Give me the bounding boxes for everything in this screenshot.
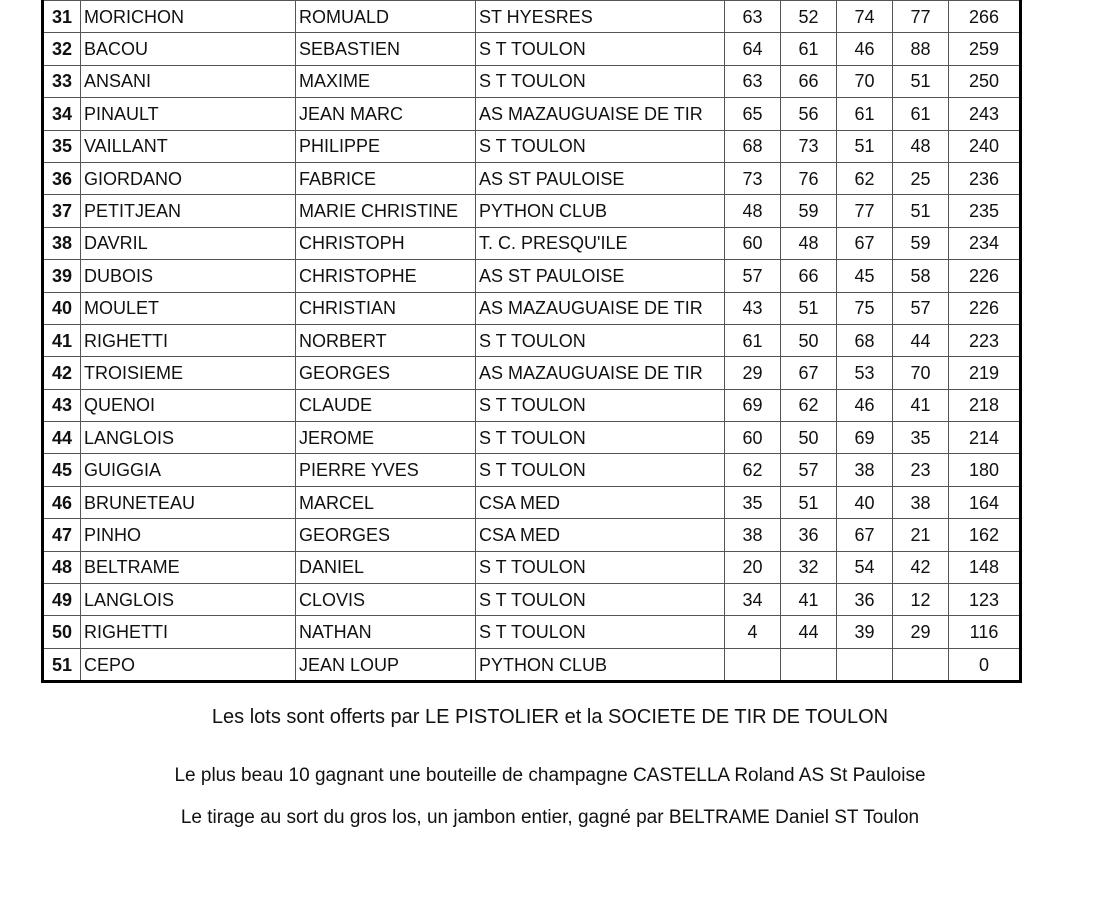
last-name-cell: RIGHETTI (81, 324, 296, 356)
rank-cell: 36 (43, 162, 81, 194)
first-name-cell: GEORGES (296, 519, 476, 551)
table-row (43, 389, 1021, 421)
total-cell: 148 (949, 551, 1021, 583)
rank-cell: 41 (43, 324, 81, 356)
score-3-cell: 67 (837, 227, 893, 259)
score-2-cell: 52 (781, 1, 837, 33)
score-3-cell: 45 (837, 260, 893, 292)
score-2-cell: 67 (781, 357, 837, 389)
total-cell: 266 (949, 1, 1021, 33)
table-row (43, 551, 1021, 583)
table-row (43, 584, 1021, 616)
club-cell: S T TOULON (476, 422, 725, 454)
first-name-cell: NORBERT (296, 324, 476, 356)
first-name-cell: MARIE CHRISTINE (296, 195, 476, 227)
last-name-cell: CEPO (81, 648, 296, 681)
rank-cell: 33 (43, 65, 81, 97)
table-row (43, 357, 1021, 389)
first-name-cell: CLOVIS (296, 584, 476, 616)
last-name-cell: PINHO (81, 519, 296, 551)
score-1-cell: 20 (725, 551, 781, 583)
club-cell: S T TOULON (476, 324, 725, 356)
score-4-cell: 23 (893, 454, 949, 486)
score-1-cell (725, 648, 781, 681)
first-name-cell: MARCEL (296, 486, 476, 518)
score-2-cell (781, 648, 837, 681)
total-cell: 250 (949, 65, 1021, 97)
score-2-cell: 51 (781, 486, 837, 518)
table-row (43, 648, 1021, 681)
total-cell: 223 (949, 324, 1021, 356)
score-4-cell: 12 (893, 584, 949, 616)
table-row (43, 486, 1021, 518)
score-1-cell: 38 (725, 519, 781, 551)
table-row (43, 1, 1021, 33)
score-3-cell: 40 (837, 486, 893, 518)
rank-cell: 38 (43, 227, 81, 259)
score-4-cell: 29 (893, 616, 949, 648)
score-3-cell: 61 (837, 98, 893, 130)
club-cell: AS ST PAULOISE (476, 260, 725, 292)
rank-cell: 45 (43, 454, 81, 486)
score-4-cell: 57 (893, 292, 949, 324)
rank-cell: 31 (43, 1, 81, 33)
rank-cell: 42 (43, 357, 81, 389)
score-2-cell: 48 (781, 227, 837, 259)
rank-cell: 44 (43, 422, 81, 454)
club-cell: S T TOULON (476, 454, 725, 486)
last-name-cell: DUBOIS (81, 260, 296, 292)
first-name-cell: JEROME (296, 422, 476, 454)
rank-cell: 34 (43, 98, 81, 130)
score-3-cell: 46 (837, 389, 893, 421)
score-3-cell: 69 (837, 422, 893, 454)
rank-cell: 46 (43, 486, 81, 518)
score-2-cell: 32 (781, 551, 837, 583)
total-cell: 226 (949, 292, 1021, 324)
rank-cell: 49 (43, 584, 81, 616)
table-row (43, 292, 1021, 324)
table-row (43, 162, 1021, 194)
score-4-cell: 44 (893, 324, 949, 356)
score-3-cell (837, 648, 893, 681)
last-name-cell: BRUNETEAU (81, 486, 296, 518)
score-1-cell: 62 (725, 454, 781, 486)
results-table (41, 0, 1022, 683)
score-4-cell: 41 (893, 389, 949, 421)
score-1-cell: 64 (725, 33, 781, 65)
club-cell: AS MAZAUGUAISE DE TIR (476, 357, 725, 389)
total-cell: 123 (949, 584, 1021, 616)
score-4-cell: 77 (893, 1, 949, 33)
club-cell: AS MAZAUGUAISE DE TIR (476, 98, 725, 130)
club-cell: S T TOULON (476, 616, 725, 648)
score-3-cell: 38 (837, 454, 893, 486)
total-cell: 162 (949, 519, 1021, 551)
first-name-cell: MAXIME (296, 65, 476, 97)
table-row (43, 33, 1021, 65)
first-name-cell: CHRISTOPH (296, 227, 476, 259)
total-cell: 180 (949, 454, 1021, 486)
last-name-cell: RIGHETTI (81, 616, 296, 648)
score-3-cell: 74 (837, 1, 893, 33)
total-cell: 218 (949, 389, 1021, 421)
last-name-cell: LANGLOIS (81, 584, 296, 616)
last-name-cell: DAVRIL (81, 227, 296, 259)
score-1-cell: 73 (725, 162, 781, 194)
score-3-cell: 68 (837, 324, 893, 356)
table-row (43, 195, 1021, 227)
score-3-cell: 67 (837, 519, 893, 551)
total-cell: 0 (949, 648, 1021, 681)
first-name-cell: NATHAN (296, 616, 476, 648)
score-4-cell: 35 (893, 422, 949, 454)
first-name-cell: ROMUALD (296, 1, 476, 33)
score-2-cell: 66 (781, 260, 837, 292)
score-4-cell: 42 (893, 551, 949, 583)
first-name-cell: GEORGES (296, 357, 476, 389)
total-cell: 226 (949, 260, 1021, 292)
last-name-cell: QUENOI (81, 389, 296, 421)
score-3-cell: 70 (837, 65, 893, 97)
first-name-cell: JEAN MARC (296, 98, 476, 130)
club-cell: S T TOULON (476, 551, 725, 583)
results-table-body (43, 1, 1021, 682)
score-2-cell: 50 (781, 422, 837, 454)
club-cell: S T TOULON (476, 389, 725, 421)
club-cell: ST HYESRES (476, 1, 725, 33)
last-name-cell: MORICHON (81, 1, 296, 33)
last-name-cell: BACOU (81, 33, 296, 65)
score-1-cell: 63 (725, 65, 781, 97)
last-name-cell: PETITJEAN (81, 195, 296, 227)
last-name-cell: PINAULT (81, 98, 296, 130)
table-row (43, 130, 1021, 162)
score-1-cell: 43 (725, 292, 781, 324)
table-row (43, 65, 1021, 97)
table-row (43, 98, 1021, 130)
rank-cell: 37 (43, 195, 81, 227)
table-row (43, 260, 1021, 292)
rank-cell: 47 (43, 519, 81, 551)
first-name-cell: JEAN LOUP (296, 648, 476, 681)
score-4-cell: 48 (893, 130, 949, 162)
score-2-cell: 61 (781, 33, 837, 65)
club-cell: PYTHON CLUB (476, 648, 725, 681)
score-4-cell: 51 (893, 195, 949, 227)
table-row (43, 519, 1021, 551)
first-name-cell: PHILIPPE (296, 130, 476, 162)
score-2-cell: 73 (781, 130, 837, 162)
club-cell: AS ST PAULOISE (476, 162, 725, 194)
rank-cell: 35 (43, 130, 81, 162)
score-4-cell: 58 (893, 260, 949, 292)
score-1-cell: 35 (725, 486, 781, 518)
score-1-cell: 29 (725, 357, 781, 389)
score-1-cell: 60 (725, 422, 781, 454)
score-3-cell: 75 (837, 292, 893, 324)
club-cell: S T TOULON (476, 33, 725, 65)
table-row (43, 227, 1021, 259)
total-cell: 234 (949, 227, 1021, 259)
last-name-cell: LANGLOIS (81, 422, 296, 454)
score-1-cell: 63 (725, 1, 781, 33)
last-name-cell: VAILLANT (81, 130, 296, 162)
best-ten-note: Le plus beau 10 gagnant une bouteille de champagne CASTELLA Roland AS St Pauloise (174, 765, 926, 786)
score-2-cell: 44 (781, 616, 837, 648)
score-2-cell: 76 (781, 162, 837, 194)
rank-cell: 48 (43, 551, 81, 583)
table-row (43, 324, 1021, 356)
score-4-cell: 70 (893, 357, 949, 389)
club-cell: T. C. PRESQU'ILE (476, 227, 725, 259)
total-cell: 235 (949, 195, 1021, 227)
score-2-cell: 50 (781, 324, 837, 356)
rank-cell: 50 (43, 616, 81, 648)
first-name-cell: FABRICE (296, 162, 476, 194)
score-1-cell: 34 (725, 584, 781, 616)
score-2-cell: 57 (781, 454, 837, 486)
score-4-cell: 88 (893, 33, 949, 65)
score-4-cell (893, 648, 949, 681)
score-3-cell: 51 (837, 130, 893, 162)
first-name-cell: CLAUDE (296, 389, 476, 421)
table-row (43, 616, 1021, 648)
score-4-cell: 51 (893, 65, 949, 97)
rank-cell: 51 (43, 648, 81, 681)
total-cell: 164 (949, 486, 1021, 518)
last-name-cell: BELTRAME (81, 551, 296, 583)
score-2-cell: 62 (781, 389, 837, 421)
rank-cell: 40 (43, 292, 81, 324)
last-name-cell: MOULET (81, 292, 296, 324)
score-2-cell: 41 (781, 584, 837, 616)
score-3-cell: 54 (837, 551, 893, 583)
first-name-cell: CHRISTOPHE (296, 260, 476, 292)
total-cell: 214 (949, 422, 1021, 454)
score-3-cell: 46 (837, 33, 893, 65)
score-1-cell: 69 (725, 389, 781, 421)
total-cell: 219 (949, 357, 1021, 389)
first-name-cell: PIERRE YVES (296, 454, 476, 486)
club-cell: CSA MED (476, 486, 725, 518)
draw-note: Le tirage au sort du gros los, un jambon entier, gagné par BELTRAME Daniel ST Toulon (180, 807, 920, 828)
score-1-cell: 65 (725, 98, 781, 130)
club-cell: S T TOULON (476, 584, 725, 616)
club-cell: S T TOULON (476, 130, 725, 162)
last-name-cell: GUIGGIA (81, 454, 296, 486)
score-4-cell: 21 (893, 519, 949, 551)
score-1-cell: 60 (725, 227, 781, 259)
club-cell: PYTHON CLUB (476, 195, 725, 227)
score-3-cell: 39 (837, 616, 893, 648)
total-cell: 243 (949, 98, 1021, 130)
score-4-cell: 25 (893, 162, 949, 194)
score-2-cell: 66 (781, 65, 837, 97)
score-2-cell: 51 (781, 292, 837, 324)
total-cell: 116 (949, 616, 1021, 648)
rank-cell: 39 (43, 260, 81, 292)
first-name-cell: DANIEL (296, 551, 476, 583)
score-2-cell: 56 (781, 98, 837, 130)
first-name-cell: SEBASTIEN (296, 33, 476, 65)
score-4-cell: 38 (893, 486, 949, 518)
score-1-cell: 61 (725, 324, 781, 356)
score-1-cell: 68 (725, 130, 781, 162)
rank-cell: 32 (43, 33, 81, 65)
score-2-cell: 36 (781, 519, 837, 551)
rank-cell: 43 (43, 389, 81, 421)
last-name-cell: ANSANI (81, 65, 296, 97)
score-4-cell: 61 (893, 98, 949, 130)
score-3-cell: 36 (837, 584, 893, 616)
score-3-cell: 77 (837, 195, 893, 227)
score-3-cell: 62 (837, 162, 893, 194)
score-2-cell: 59 (781, 195, 837, 227)
score-4-cell: 59 (893, 227, 949, 259)
first-name-cell: CHRISTIAN (296, 292, 476, 324)
score-1-cell: 48 (725, 195, 781, 227)
club-cell: S T TOULON (476, 65, 725, 97)
score-3-cell: 53 (837, 357, 893, 389)
table-row (43, 454, 1021, 486)
total-cell: 236 (949, 162, 1021, 194)
score-1-cell: 57 (725, 260, 781, 292)
prizes-note: Les lots sont offerts par LE PISTOLIER et la SOCIETE DE TIR DE TOULON (211, 706, 889, 728)
last-name-cell: TROISIEME (81, 357, 296, 389)
club-cell: AS MAZAUGUAISE DE TIR (476, 292, 725, 324)
score-1-cell: 4 (725, 616, 781, 648)
last-name-cell: GIORDANO (81, 162, 296, 194)
total-cell: 240 (949, 130, 1021, 162)
total-cell: 259 (949, 33, 1021, 65)
table-row (43, 422, 1021, 454)
club-cell: CSA MED (476, 519, 725, 551)
